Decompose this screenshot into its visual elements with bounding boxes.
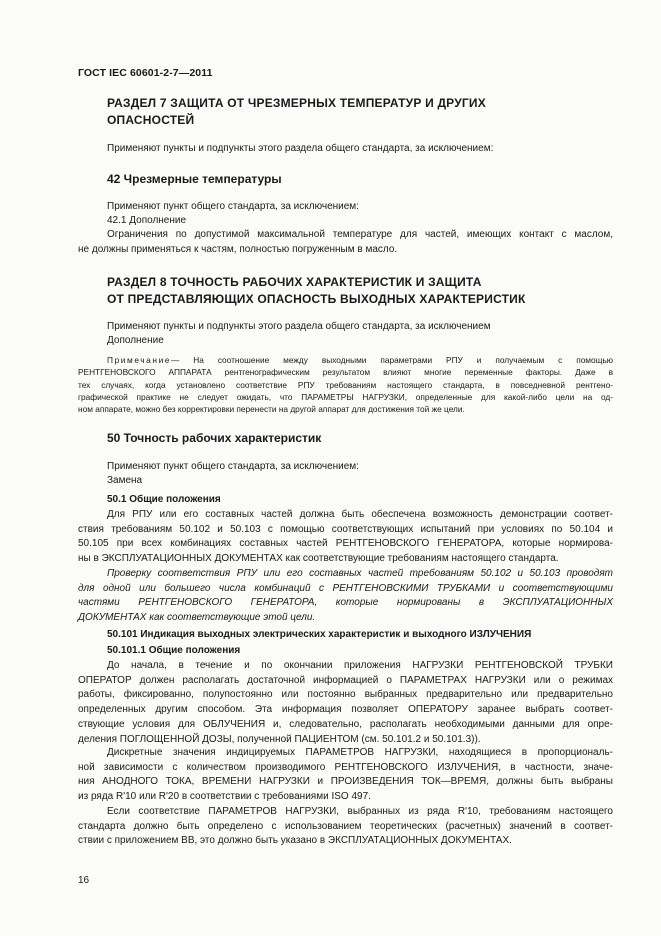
subclause-50-101-1-title: 50.101.1 Общие положения (107, 645, 241, 656)
paragraph-3 (78, 805, 613, 849)
note-line: тех случаях, когда установлено соответствие РПУ требованиям настоящего стандарта, в повседневной рентгено- (78, 379, 613, 390)
note (78, 354, 613, 415)
section-8-title-line2: ОТ ПРЕДСТАВЛЯЮЩИХ ОПАСНОСТЬ ВЫХОДНЫХ ХАРАКТЕРИСТИК (107, 292, 526, 306)
clause-50-p1: Применяют пункт общего стандарта, за исключением: (107, 461, 359, 472)
note-line: — На соотношение между выходными параметрами РПУ и получаемым с помощью (171, 355, 613, 365)
clause-42-p2: 42.1 Дополнение (107, 215, 187, 226)
clause-50-p2: Замена (107, 475, 143, 486)
note-line: графической практике не следует ожидать, что ПАРАМЕТРЫ НАГРУЗКИ, определенные для какой-либо цели на од- (78, 391, 613, 402)
text-line: До начала, в течение и по окончании приложения НАГРУЗКИ РЕНТГЕНОВСКОЙ ТРУБКИ (107, 660, 613, 671)
section-7-title-line2: ОПАСНОСТЕЙ (107, 113, 195, 127)
document-header: ГОСТ IEC 60601-2-7—2011 (78, 67, 213, 79)
text-line: Если соответствие ПАРАМЕТРОВ НАГРУЗКИ, выбранных из ряда R'10, требованиям настоящего (107, 806, 613, 817)
text-line: работы, фиксированно, полупостоянно или постоянно выбранных предварительно или предварительно (78, 689, 613, 701)
section-8-title-line1: РАЗДЕЛ 8 ТОЧНОСТЬ РАБОЧИХ ХАРАКТЕРИСТИК И ЗАЩИТА (107, 275, 482, 289)
text-line: из ряда R'10 или R'20 в соответствии с требованиями ISO 497. (78, 791, 371, 803)
text-line: ной зависимости с количеством производимого РЕНТГЕНОВСКОГО ИЗЛУЧЕНИЯ, в частности, значе- (78, 761, 613, 773)
text-line: ны в ЭКСПЛУАТАЦИОННЫХ ДОКУМЕНТАХ как соответствующие требованиям настоящего стандарта. (78, 553, 559, 565)
section-7-title (107, 95, 486, 129)
section-8-p2: Дополнение (107, 335, 164, 346)
text-line: для одной или большего числа комбинаций с РЕНТГЕНОВСКИМИ ТРУБКАМИ и соответствующими (78, 582, 613, 594)
text-line: Ограничения по допустимой максимальной температуре для частей, имеющих контакт с маслом, (107, 229, 613, 240)
clause-42-title: 42 Чрезмерные температуры (107, 172, 282, 186)
section-8-p1: Применяют пункты и подпункты этого раздела общего стандарта, за исключением (107, 321, 491, 332)
subclause-50-101-title: 50.101 Индикация выходных электрических характеристик и выходного ИЗЛУЧЕНИЯ (107, 629, 532, 640)
paragraph-2 (78, 746, 613, 805)
note-line: ном аппарате, можно без корректировки перенести на другой аппарат для достижения той же цели. (78, 404, 465, 415)
text-line: ДОКУМЕНТАХ как соответствующие этой цели. (78, 612, 316, 624)
text-line: Для РПУ или его составных частей должна быть обеспечена возможность демонстрации соответ- (107, 509, 613, 520)
page-number: 16 (78, 875, 90, 886)
compliance-check (78, 567, 613, 626)
section-7-title-line1: РАЗДЕЛ 7 ЗАЩИТА ОТ ЧРЕЗМЕРНЫХ ТЕМПЕРАТУР И ДРУГИХ (107, 96, 486, 110)
section-7-intro: Применяют пункты и подпункты этого раздела общего стандарта, за исключением: (107, 143, 494, 154)
subclause-50-1-body (78, 508, 613, 567)
clause-42-body (78, 228, 613, 257)
note-line: РЕНТГЕНОВСКОГО АППАРАТА рентгенографическим результатом влияют многие переменные факторы. Даже в (78, 367, 613, 378)
text-line: Проверку соответствия РПУ или его составных частей требованиям 50.102 и 50.103 проводят (107, 568, 613, 579)
subclause-50-1-title: 50.1 Общие положения (107, 494, 221, 505)
text-line: 50.105 при всех комбинациях составных частей РЕНТГЕНОВСКОГО ГЕНЕРАТОРА, которые нормирова- (78, 538, 613, 550)
text-line: Дискретные значения индицируемых ПАРАМЕТРОВ НАГРУЗКИ, находящиеся в пропорциональ- (107, 747, 613, 758)
text-line: стандарта должно быть определено с использованием теоретических (расчетных) значений в соответ- (78, 820, 613, 832)
text-line: деления ПОГЛОЩЕННОЙ ДОЗЫ, полученной ПАЦИЕНТОМ (см. 50.101.2 и 50.101.3)). (78, 733, 481, 745)
section-8-title (107, 274, 526, 308)
text-line: ния АНОДНОГО ТОКА, ВРЕМЕНИ НАГРУЗКИ и ПРОИЗВЕДЕНИЯ ТОК—ВРЕМЯ, должны быть выбраны (78, 776, 613, 788)
paragraph-1 (78, 659, 613, 747)
clause-42-p1: Применяют пункт общего стандарта, за исключением: (107, 201, 359, 212)
text-line: ствии с приложением ВВ, это должно быть указано в ЭКСПЛУАТАЦИОННЫХ ДОКУМЕНТАХ. (78, 835, 512, 847)
text-line: ствующие условия для ОБЛУЧЕНИЯ и, следовательно, располагать необходимыми данными для опре- (78, 718, 613, 730)
text-line: не должны применяться к частям, полностью погруженным в масло. (78, 243, 398, 255)
text-line: частями РЕНТГЕНОВСКОГО ГЕНЕРАТОРА, которые нормированы в ЭКСПЛУАТАЦИОННЫХ (78, 597, 613, 609)
note-label: Примечание (107, 355, 172, 365)
text-line: ОПЕРАТОР должен располагать достаточной информацией о ПАРАМЕТРАХ НАГРУЗКИ или о режимах (78, 674, 613, 686)
text-line: определенных другим способом. Эта информация позволяет ОПЕРАТОРУ заранее выбрать соответ- (78, 704, 613, 716)
clause-50-title: 50 Точность рабочих характеристик (107, 431, 322, 445)
text-line: ствия требованиям 50.102 и 50.103 с помощью соответствующих испытаний при условиях по 50.104 и (78, 523, 613, 535)
